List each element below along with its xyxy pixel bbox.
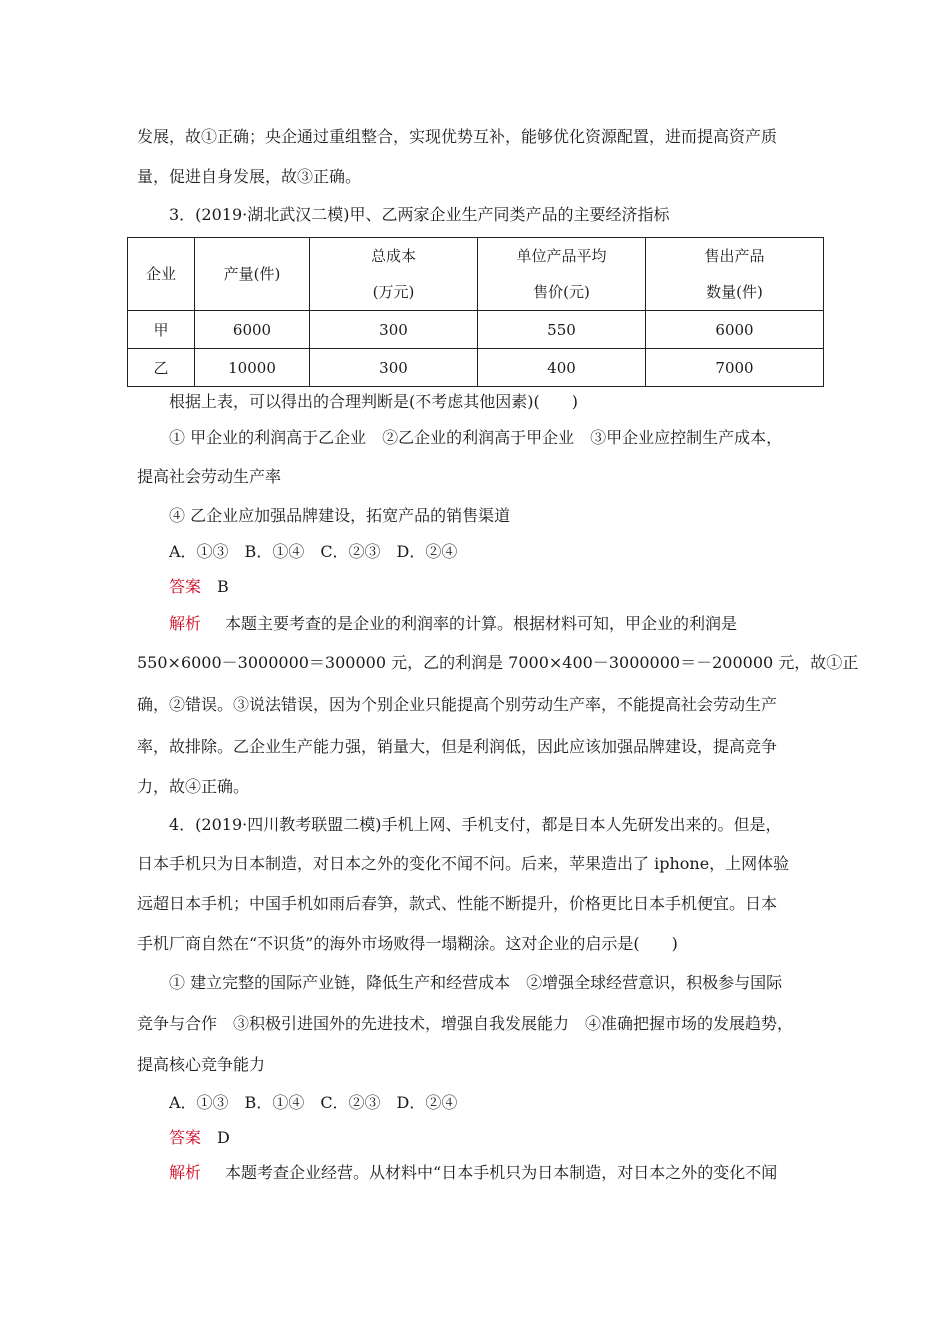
table-row — [128, 311, 824, 349]
option-line: 提高核心竞争能力 — [137, 1055, 266, 1074]
table-header-cell: 总成本 (万元) — [310, 238, 478, 311]
analysis-line: 解析 本题主要考查的是企业的利润率的计算。根据材料可知，甲企业的利润是 — [169, 614, 738, 633]
question-4-line: 4．(2019·四川教考联盟二模)手机上网、手机支付，都是日本人先研发出来的。但是， — [169, 815, 782, 834]
analysis-label: 解析 — [169, 1163, 202, 1182]
question-4-line: 远超日本手机；中国手机如雨后春笋，款式、性能不断提升，价格更比日本手机便宜。日本 — [137, 894, 778, 913]
table-cell: 300 — [310, 311, 478, 349]
table-header-cell: 单位产品平均 售价(元) — [478, 238, 646, 311]
choices-line: A．①③ B．①④ C．②③ D．②④ — [169, 542, 458, 561]
analysis-line: 550×6000－3000000＝300000 元，乙的利润是 7000×400－3000000＝－200000 元，故①正 — [137, 653, 859, 672]
table-cell: 300 — [310, 349, 478, 387]
answer-value: B — [217, 577, 229, 596]
table-cell: 甲 — [128, 311, 195, 349]
question-3-prompt: 根据上表，可以得出的合理判断是(不考虑其他因素)( ) — [169, 392, 578, 411]
question-4-line: 手机厂商自然在“不识货”的海外市场败得一塌糊涂。这对企业的启示是( ) — [137, 934, 678, 953]
option-line: ① 建立完整的国际产业链，降低生产和经营成本 ②增强全球经营意识，积极参与国际 — [169, 973, 783, 992]
analysis-line: 率，故排除。乙企业生产能力强，销量大，但是利润低，因此应该加强品牌建设，提高竞争 — [137, 737, 778, 756]
table-cell: 6000 — [646, 311, 824, 349]
text-line: 发展，故①正确；央企通过重组整合，实现优势互补，能够优化资源配置，进而提高资产质 — [137, 127, 778, 146]
question-4-line: 日本手机只为日本制造，对日本之外的变化不闻不问。后来，苹果造出了 iphone，上网体验 — [137, 854, 790, 873]
table-cell: 10000 — [195, 349, 310, 387]
option-line: 提高社会劳动生产率 — [137, 467, 282, 486]
question-3-stem: 3．(2019·湖北武汉二模)甲、乙两家企业生产同类产品的主要经济指标 — [169, 205, 670, 224]
text-line: 量，促进自身发展，故③正确。 — [137, 167, 362, 186]
analysis-line: 力，故④正确。 — [137, 777, 250, 796]
answer-line — [169, 1127, 230, 1149]
analysis-line: 解析 本题考查企业经营。从材料中“日本手机只为日本制造，对日本之外的变化不闻 — [169, 1163, 778, 1182]
table-cell: 550 — [478, 311, 646, 349]
option-line: 竞争与合作 ③积极引进国外的先进技术，增强自我发展能力 ④准确把握市场的发展趋势， — [137, 1014, 794, 1033]
answer-value: D — [217, 1128, 230, 1147]
answer-line — [169, 576, 229, 598]
table-header-cell: 产量(件) — [195, 238, 310, 311]
table-cell: 400 — [478, 349, 646, 387]
economic-indicators-table — [127, 237, 824, 387]
answer-label: 答案 — [169, 577, 202, 596]
table-cell: 乙 — [128, 349, 195, 387]
option-line: ① 甲企业的利润高于乙企业 ②乙企业的利润高于甲企业 ③甲企业应控制生产成本， — [169, 428, 783, 447]
table-header-cell: 企业 — [128, 238, 195, 311]
analysis-label: 解析 — [169, 614, 202, 633]
analysis-line: 确，②错误。③说法错误，因为个别企业只能提高个别劳动生产率，不能提高社会劳动生产 — [137, 695, 778, 714]
choices-line: A．①③ B．①④ C．②③ D．②④ — [169, 1093, 458, 1112]
table-header-cell: 售出产品 数量(件) — [646, 238, 824, 311]
option-line: ④ 乙企业应加强品牌建设，拓宽产品的销售渠道 — [169, 506, 511, 525]
table-row — [128, 349, 824, 387]
answer-label: 答案 — [169, 1128, 202, 1147]
table-header-row — [128, 238, 824, 311]
table-cell: 6000 — [195, 311, 310, 349]
table-cell: 7000 — [646, 349, 824, 387]
